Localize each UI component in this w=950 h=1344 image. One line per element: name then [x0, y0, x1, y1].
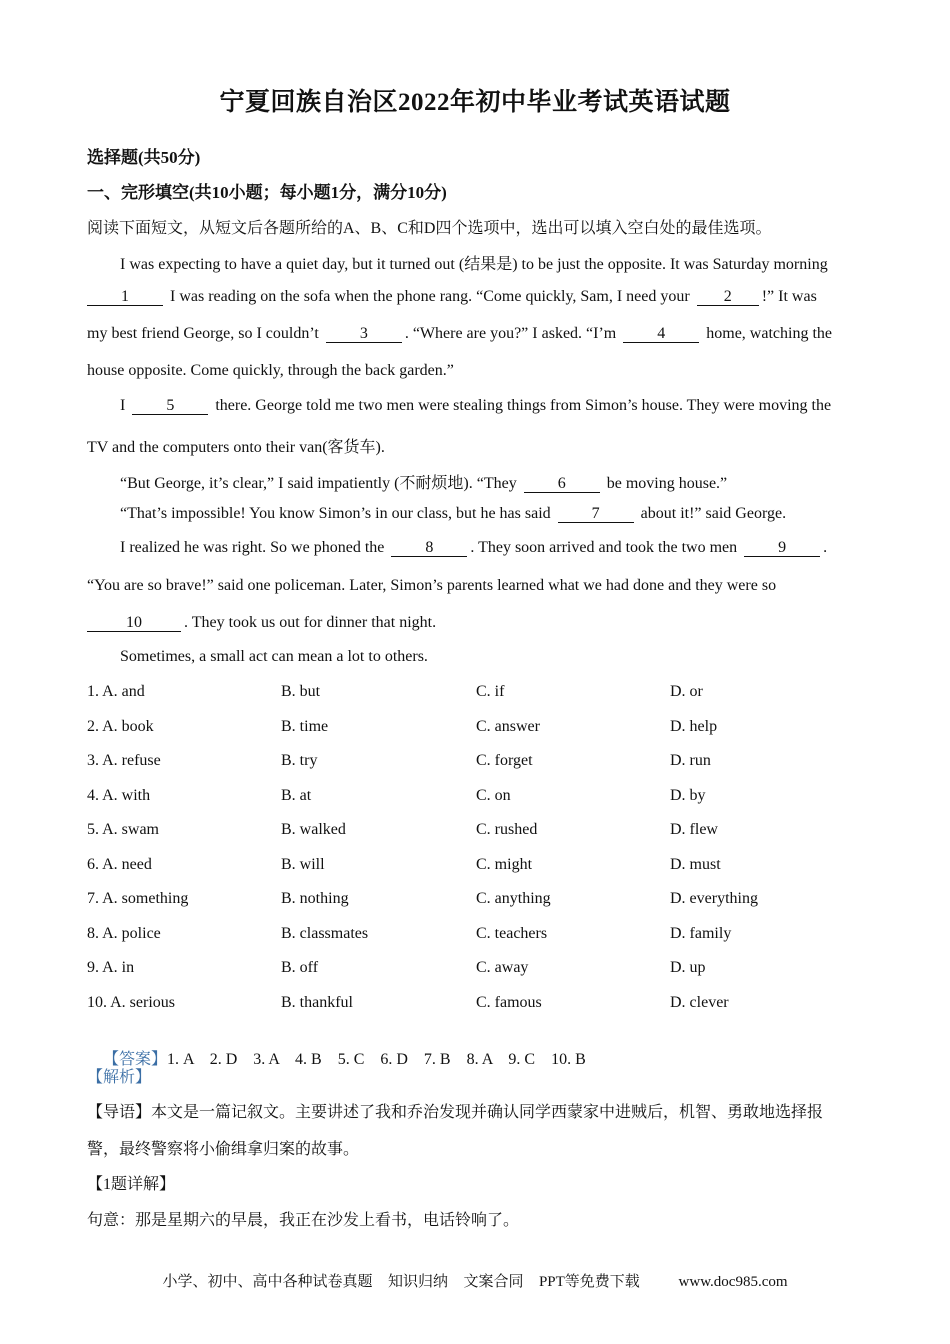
option-6d: D. must — [670, 856, 721, 873]
guide-line: 【导语】本文是一篇记叙文。主要讲述了我和乔治发现并确认同学西蒙家中进贼后，机智、勇敢地选择报 — [87, 1104, 824, 1121]
passage-line: “You are so brave!” said one policeman. Later, Simon’s parents learned what we had done and they were so — [87, 577, 777, 594]
sentence-meaning: 句意：那是星期六的早晨，我正在沙发上看书，电话铃响了。 — [87, 1212, 520, 1229]
option-10d: D. clever — [670, 994, 729, 1011]
analysis-tag: 【解析】 — [87, 1069, 152, 1086]
passage-line: I 5 there. George told me two men were stealing things from Simon’s house. They were moving the — [120, 397, 832, 414]
option-9c: C. away — [476, 959, 529, 976]
option-2b: B. time — [281, 718, 329, 735]
blank-1: 1 — [87, 289, 163, 306]
option-3b: B. try — [281, 752, 318, 769]
option-6c: C. might — [476, 856, 533, 873]
passage-line: “That’s impossible! You know Simon’s in our class, but he has said 7 about it!” said George. — [120, 505, 787, 522]
answer-text: 1. A 2. D 3. A 4. B 5. C 6. D 7. B 8. A 9. C 10. B — [167, 1051, 586, 1068]
option-7a: 7. A. something — [87, 890, 189, 907]
option-1c: C. if — [476, 683, 505, 700]
answer-line — [87, 1028, 586, 1087]
option-5c: C. rushed — [476, 821, 538, 838]
guide-tag: 【导语】 — [87, 1104, 152, 1121]
option-10a: 10. A. serious — [87, 994, 175, 1011]
blank-5: 5 — [132, 398, 208, 415]
blank-9: 9 — [744, 540, 820, 557]
option-2a: 2. A. book — [87, 718, 154, 735]
option-1d: D. or — [670, 683, 703, 700]
blank-8: 8 — [391, 540, 467, 557]
option-5a: 5. A. swam — [87, 821, 159, 838]
passage-line: Sometimes, a small act can mean a lot to others. — [120, 648, 428, 665]
section-heading: 选择题(共50分) — [87, 148, 201, 167]
option-7d: D. everything — [670, 890, 758, 907]
instruction-text: 阅读下面短文，从短文后各题所给的A、B、C和D四个选项中，选出可以填入空白处的最佳选项。 — [87, 220, 772, 237]
option-3c: C. forget — [476, 752, 533, 769]
passage-line: TV and the computers onto their van(客货车). — [87, 439, 385, 456]
option-8c: C. teachers — [476, 925, 548, 942]
option-8d: D. family — [670, 925, 732, 942]
option-10c: C. famous — [476, 994, 542, 1011]
blank-6: 6 — [524, 476, 600, 493]
option-4b: B. at — [281, 787, 312, 804]
option-8a: 8. A. police — [87, 925, 161, 942]
passage-line: “But George, it’s clear,” I said impatiently (不耐烦地). “They 6 be moving house.” — [120, 475, 728, 492]
option-3d: D. run — [670, 752, 711, 769]
option-8b: B. classmates — [281, 925, 369, 942]
option-7c: C. anything — [476, 890, 551, 907]
page-title: 宁夏回族自治区2022年初中毕业考试英语试题 — [219, 89, 731, 116]
option-5d: D. flew — [670, 821, 718, 838]
option-5b: B. walked — [281, 821, 346, 838]
blank-7: 7 — [558, 506, 634, 523]
detail-tag: 【1题详解】 — [87, 1176, 176, 1193]
answer-tag: 【答案】 — [103, 1051, 168, 1068]
option-3a: 3. A. refuse — [87, 752, 161, 769]
passage-line: 10 . They took us out for dinner that night. — [87, 614, 436, 632]
option-9a: 9. A. in — [87, 959, 135, 976]
guide-line: 警，最终警察将小偷缉拿归案的故事。 — [87, 1141, 360, 1158]
option-2c: C. answer — [476, 718, 540, 735]
option-1b: B. but — [281, 683, 321, 700]
option-9d: D. up — [670, 959, 706, 976]
option-7b: B. nothing — [281, 890, 349, 907]
passage-line: my best friend George, so I couldn’t 3 . “Where are you?” I asked. “I’m 4 home, watching the — [87, 325, 832, 342]
option-1a: 1. A. and — [87, 683, 145, 700]
blank-2: 2 — [697, 289, 759, 306]
option-4a: 4. A. with — [87, 787, 151, 804]
part-heading: 一、完形填空(共10小题；每小题1分，满分10分) — [87, 183, 447, 202]
option-10b: B. thankful — [281, 994, 353, 1011]
passage-line: I was expecting to have a quiet day, but it turned out (结果是) to be just the opposite. It was Saturday morning — [120, 256, 828, 273]
passage-line: house opposite. Come quickly, through the back garden.” — [87, 362, 454, 379]
option-9b: B. off — [281, 959, 319, 976]
passage-line: I realized he was right. So we phoned the 8 . They soon arrived and took the two men 9 . — [120, 539, 828, 556]
page-footer: 小学、初中、高中各种试卷真题 知识归纳 文案合同 PPT等免费下载 www.doc985.com — [162, 1274, 788, 1290]
option-2d: D. help — [670, 718, 718, 735]
blank-10: 10 — [87, 615, 181, 632]
option-4d: D. by — [670, 787, 706, 804]
blank-4: 4 — [623, 326, 699, 343]
option-4c: C. on — [476, 787, 511, 804]
option-6a: 6. A. need — [87, 856, 152, 873]
passage-line: 1 I was reading on the sofa when the phone rang. “Come quickly, Sam, I need your 2 !” It was — [87, 288, 817, 306]
option-6b: B. will — [281, 856, 325, 873]
blank-3: 3 — [326, 326, 402, 343]
